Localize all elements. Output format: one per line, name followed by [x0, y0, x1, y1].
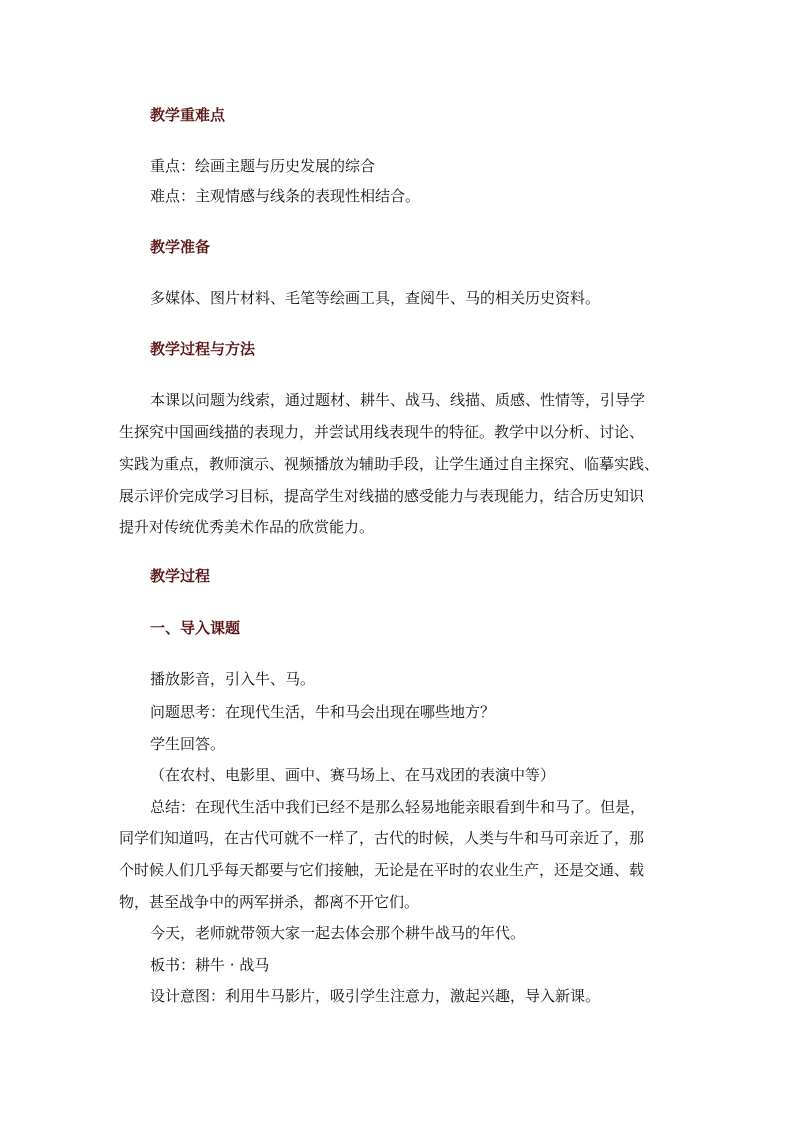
- summary-line-2: 同学们知道吗，在古代可就不一样了，古代的时候，人类与牛和马可亲近了，那: [119, 829, 645, 847]
- method-heading: 教学过程与方法: [150, 340, 256, 358]
- method-line-2: 生探究中国画线描的表现力，并尝试用线表现牛的特征。教学中以分析、讨论、: [119, 423, 645, 441]
- design-intent: 设计意图：利用牛马影片，吸引学生注意力，激起兴趣，导入新课。: [150, 987, 601, 1005]
- intro-line-2: 问题思考：在现代生活，牛和马会出现在哪些地方？: [150, 703, 496, 721]
- intro-line-5: 总结：在现代生活中我们已经不是那么轻易地能亲眼看到牛和马了。但是，: [150, 798, 646, 816]
- intro-line-3: 学生回答。: [150, 735, 226, 753]
- process-heading: 教学过程: [150, 567, 211, 585]
- summary-line-4: 物，甚至战争中的两军拼杀，都离不开它们。: [119, 893, 420, 911]
- intro-line-4: （在农村、电影里、画中、赛马场上、在马戏团的表演中等）: [150, 766, 556, 784]
- intro-line-1: 播放影音，引入牛、马。: [150, 670, 316, 688]
- preparation-heading: 教学准备: [150, 238, 211, 256]
- summary-line-3: 个时候人们几乎每天都要与它们接触，无论是在平时的农业生产，还是交通、载: [119, 861, 645, 879]
- preparation-text: 多媒体、图片材料、毛笔等绘画工具，查阅牛、马的相关历史资料。: [150, 289, 601, 307]
- difficulties-heading: 教学重难点: [150, 106, 226, 124]
- method-line-4: 展示评价完成学习目标，提高学生对线描的感受能力与表现能力，结合历史知识: [119, 487, 645, 505]
- intro-heading: 一、导入课题: [150, 619, 241, 637]
- closing-line-1: 今天，老师就带领大家一起去体会那个耕牛战马的年代。: [150, 924, 526, 942]
- board-writing: 板书：耕牛 · 战马: [150, 956, 270, 974]
- method-line-5: 提升对传统优秀美术作品的欣赏能力。: [119, 518, 375, 536]
- difficult-point: 难点：主观情感与线条的表现性相结合。: [150, 187, 421, 205]
- method-line-1: 本课以问题为线索，通过题材、耕牛、战马、线描、质感、性情等，引导学: [150, 391, 646, 409]
- method-line-3: 实践为重点，教师演示、视频播放为辅助手段，让学生通过自主探究、临摹实践、: [119, 455, 660, 473]
- key-point: 重点：绘画主题与历史发展的综合: [150, 157, 376, 175]
